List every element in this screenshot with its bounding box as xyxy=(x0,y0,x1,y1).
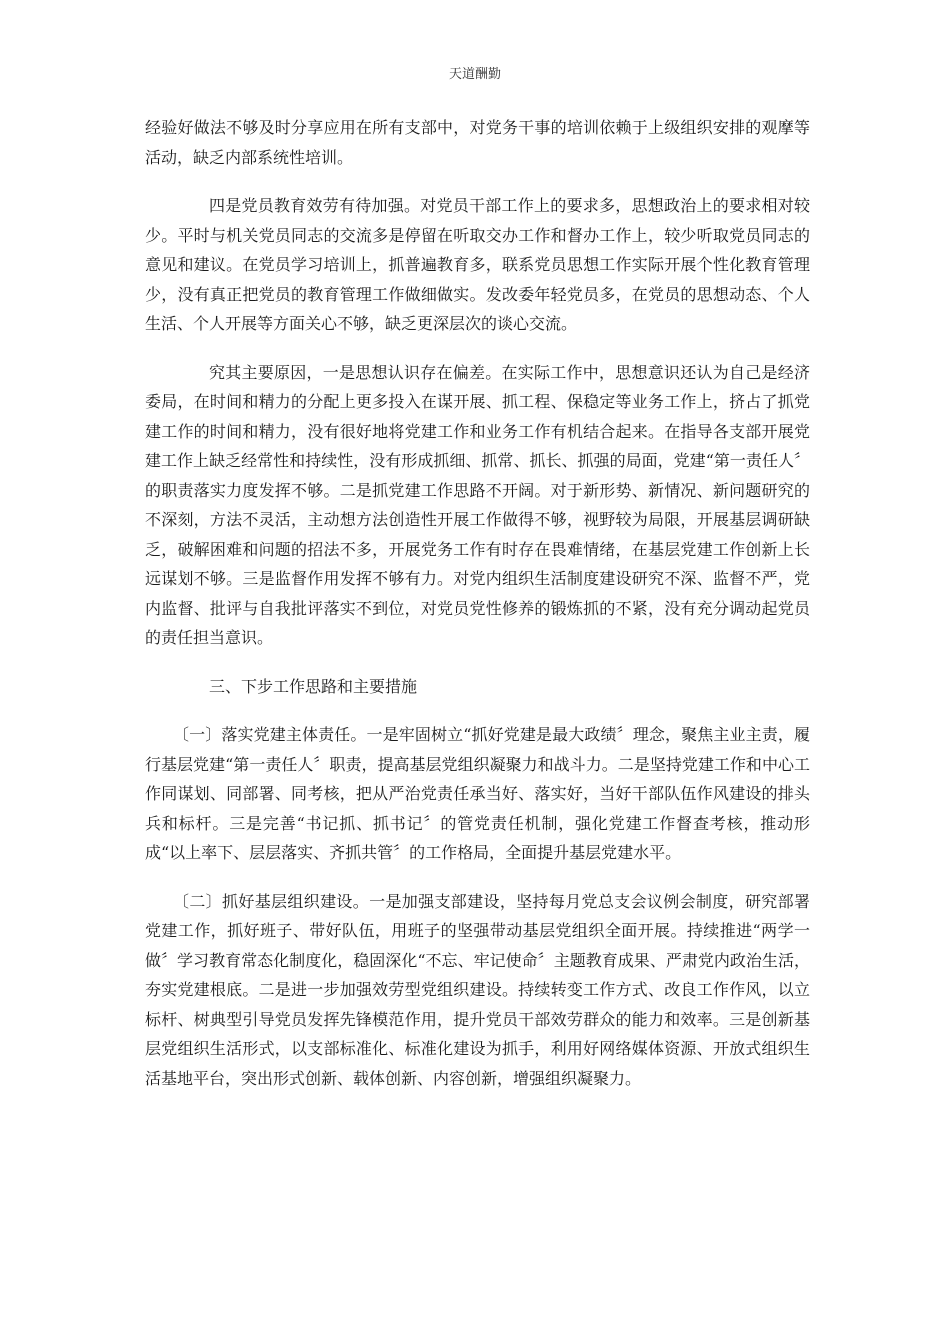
document-body xyxy=(145,113,810,1112)
section-heading-next-steps: 三、下步工作思路和主要措施 xyxy=(209,676,418,696)
page-header: 天道酬勤 xyxy=(448,67,501,82)
paragraph-item-one: 〔一〕落实党建主体责任。一是牢固树立“抓好党建是最大政绩〞理念，聚焦主业主责，履行基层党建“第一责任人〞职责，提高基层党组织凝聚力和战斗力。二是坚持党建工作和中心工作同谋划、同部署、同考核，把从严治党责任承当好、落实好，当好干部队伍作风建设的排头兵和标杆。三是完善“书记抓、抓书记〞的管党责任机制，强化党建工作督查考核，推动形成“以上率下、层层落实、齐抓共管〞的工作格局，全面提升基层党建水平。 xyxy=(145,725,810,862)
paragraph-root-causes: 究其主要原因，一是思想认识存在偏差。在实际工作中，思想意识还认为自己是经济委局，在时间和精力的分配上更多投入在谋开展、抓工程、保稳定等业务工作上，挤占了抓党建工作的时间和精力，没有很好地将党建工作和业务工作有机结合起来。在指导各支部开展党建工作上缺乏经常性和持续性，没有形成抓细、抓常、抓长、抓强的局面，党建“第一责任人〞的职责落实力度发挥不够。二是抓党建工作思路不开阔。对于新形势、新情况、新问题研究的不深刻，方法不灵活，主动想方法创造性开展工作做得不够，视野较为局限，开展基层调研缺乏，破解困难和问题的招法不多，开展党务工作有时存在畏难情绪，在基层党建工作创新上长远谋划不够。三是监督作用发挥不够有力。对党内组织生活制度建设研究不深、监督不严，党内监督、批评与自我批评落实不到位，对党员党性修养的锻炼抓的不紧，没有充分调动起党员的责任担当意识。 xyxy=(145,362,810,647)
paragraph-party-education: 四是党员教育效劳有待加强。对党员干部工作上的要求多，思想政治上的要求相对较少。平时与机关党员同志的交流多是停留在听取交办工作和督办工作上，较少听取党员同志的意见和建议。在党员学习培训上，抓普遍教育多，联系党员思想工作实际开展个性化教育管理少，没有真正把党员的教育管理工作做细做实。发改委年轻党员多，在党员的思想动态、个人生活、个人开展等方面关心不够，缺乏更深层次的谈心交流。 xyxy=(145,196,810,333)
paragraph-item-two: 〔二〕抓好基层组织建设。一是加强支部建设，坚持每月党总支会议例会制度，研究部署党建工作，抓好班子、带好队伍，用班子的坚强带动基层党组织全面开展。持续推进“两学一做〞学习教育常态化制度化，稳固深化“不忘、牢记使命〞主题教育成果、严肃党内政治生活，夯实党建根底。二是进一步加强效劳型党组织建设。持续转变工作方式、改良工作作风，以立标杆、树典型引导党员发挥先锋模范作用，提升党员干部效劳群众的能力和效率。三是创新基层党组织生活形式，以支部标准化、标准化建设为抓手，利用好网络媒体资源、开放式组织生活基地平台，突出形式创新、载体创新、内容创新，增强组织凝聚力。 xyxy=(145,891,810,1088)
paragraph-continuation: 经验好做法不够及时分享应用在所有支部中，对党务干事的培训依赖于上级组织安排的观摩等活动，缺乏内部系统性培训。 xyxy=(145,118,810,167)
